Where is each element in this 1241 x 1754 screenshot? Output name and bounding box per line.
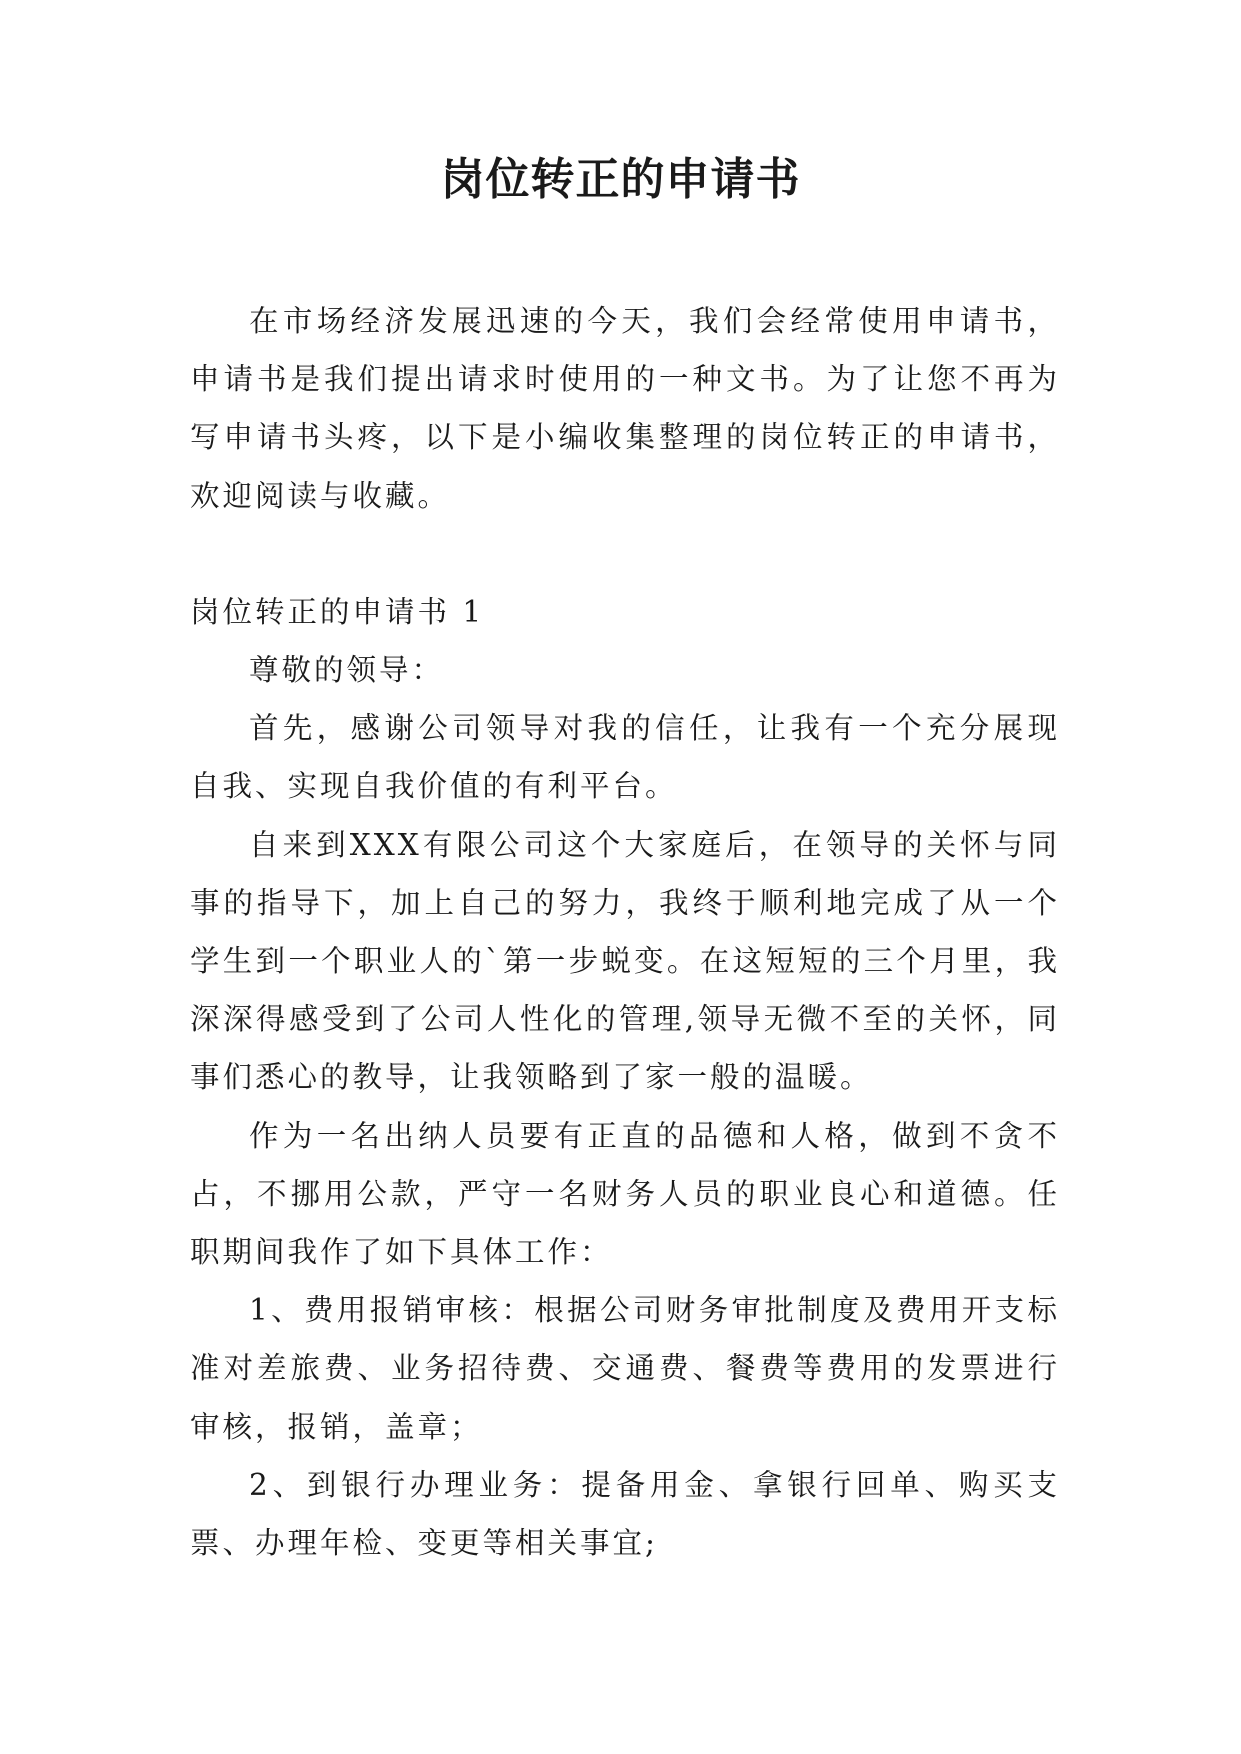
body-paragraph-5: 2、到银行办理业务：提备用金、拿银行回单、购买支票、办理年检、变更等相关事宜; xyxy=(190,1467,1060,1561)
document-body xyxy=(190,292,1060,1572)
paragraph-gap xyxy=(190,525,1060,583)
body-paragraph-1: 首先，感谢公司领导对我的信任，让我有一个充分展现自我、实现自我价值的有利平台。 xyxy=(190,711,1060,804)
document-title: 岗位转正的申请书 xyxy=(440,154,801,205)
body-paragraph-4: 1、费用报销审核：根据公司财务审批制度及费用开支标准对差旅费、业务招待费、交通费、餐费等费用的发票进行审核，报销，盖章； xyxy=(190,1293,1060,1444)
body-paragraph-3: 作为一名出纳人员要有正直的品德和人格，做到不贪不占，不挪用公款，严守一名财务人员的职业良心和道德。任职期间我作了如下具体工作： xyxy=(190,1118,1060,1270)
salutation: 尊敬的领导： xyxy=(249,653,445,688)
intro-paragraph: 在市场经济发展迅速的今天，我们会经常使用申请书，申请书是我们提出请求时使用的一种文书。为了让您不再为写申请书头疼，以下是小编收集整理的岗位转正的申请书，欢迎阅读与收藏。 xyxy=(190,304,1060,513)
body-paragraph-2: 自来到XXX有限公司这个大家庭后，在领导的关怀与同事的指导下，加上自己的努力，我终于顺利地完成了从一个学生到一个职业人的`第一步蜕变。在这短短的三个月里，我深深得感受到了公司人性化的管理,领导无微不至的关怀，同事们悉心的教导，让我领略到了家一般的温暖。 xyxy=(190,827,1060,1095)
section-heading: 岗位转正的申请书 1 xyxy=(190,594,485,629)
